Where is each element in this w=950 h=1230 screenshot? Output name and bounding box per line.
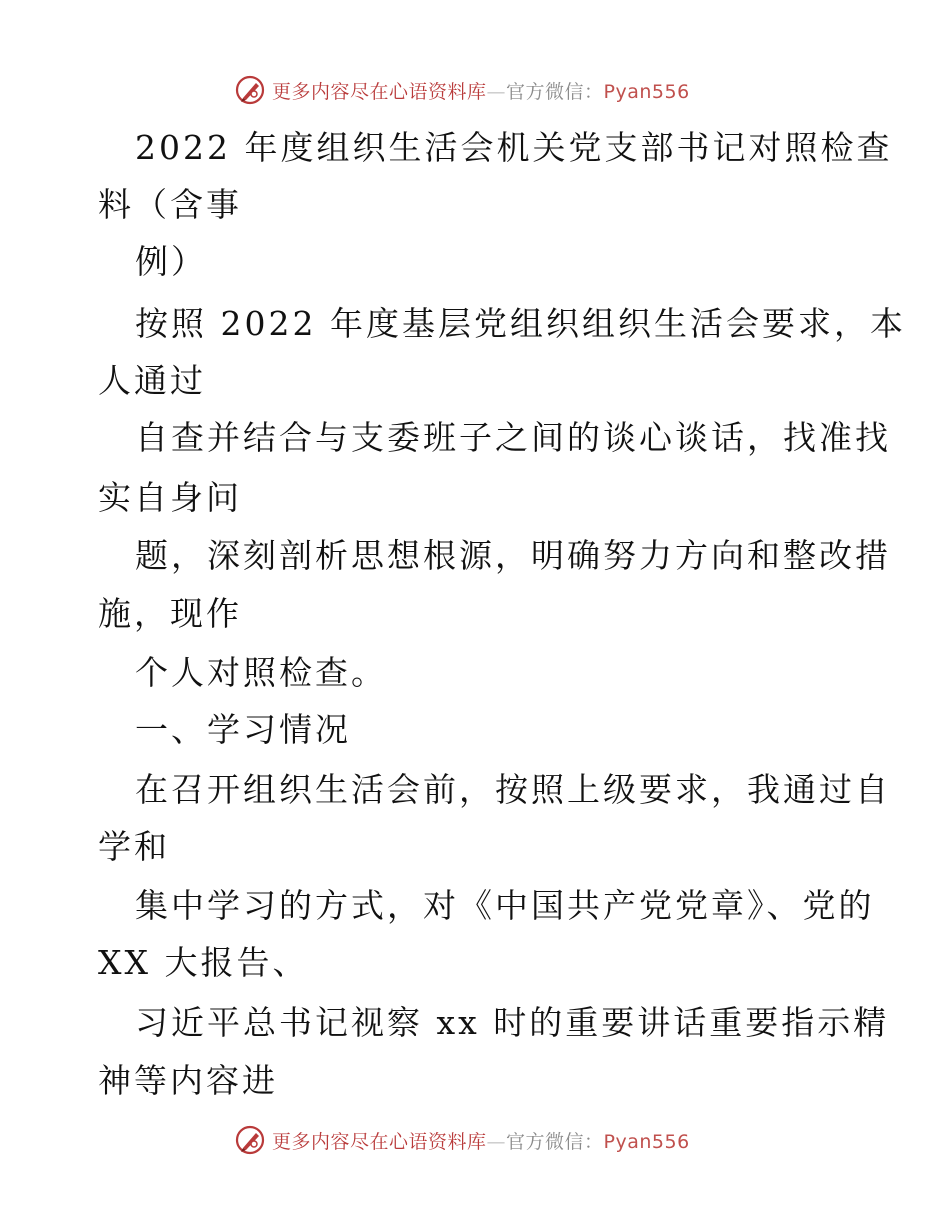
watermark-wechat-label: 官方微信： xyxy=(506,80,604,103)
section-heading: 一、学习情况 xyxy=(135,710,351,749)
paragraph-line: 在召开组织生活会前，按照上级要求，我通过自 xyxy=(135,770,891,809)
watermark-main-text: 更多内容尽在心语资料库 xyxy=(272,1130,487,1153)
paragraph-line: 学和 xyxy=(98,827,170,866)
watermark-dash: — xyxy=(486,80,507,103)
pen-logo-icon xyxy=(234,1124,266,1156)
watermark-footer xyxy=(234,1123,690,1157)
watermark-dash: — xyxy=(486,1130,507,1153)
title-line-3: 例） xyxy=(135,242,207,281)
paragraph-line: 神等内容进 xyxy=(98,1061,278,1100)
paragraph-line: 施，现作 xyxy=(98,594,242,633)
watermark-wechat-label: 官方微信： xyxy=(506,1130,604,1153)
title-line-1: 2022 年度组织生活会机关党支部书记对照检查 xyxy=(135,128,893,167)
title-line-2: 料（含事 xyxy=(98,185,242,224)
watermark-main-text: 更多内容尽在心语资料库 xyxy=(272,80,487,103)
paragraph-line: 实自身问 xyxy=(98,478,242,517)
paragraph-line: 自查并结合与支委班子之间的谈心谈话，找准找 xyxy=(135,418,891,457)
watermark-wechat-id: Pyan556 xyxy=(603,80,690,103)
paragraph-line: 习近平总书记视察 xx 时的重要讲话重要指示精 xyxy=(135,1003,890,1042)
paragraph-line: 人通过 xyxy=(98,361,206,400)
paragraph-line: 集中学习的方式，对《中国共产党党章》、党的 xyxy=(135,886,875,925)
paragraph-line: 题，深刻剖析思想根源，明确努力方向和整改措 xyxy=(135,536,891,575)
paragraph-line: 按照 2022 年度基层党组织组织生活会要求，本 xyxy=(135,304,906,343)
watermark-wechat-id: Pyan556 xyxy=(603,1130,690,1153)
paragraph-line: XX 大报告、 xyxy=(98,943,309,982)
paragraph-line: 个人对照检查。 xyxy=(135,653,387,692)
